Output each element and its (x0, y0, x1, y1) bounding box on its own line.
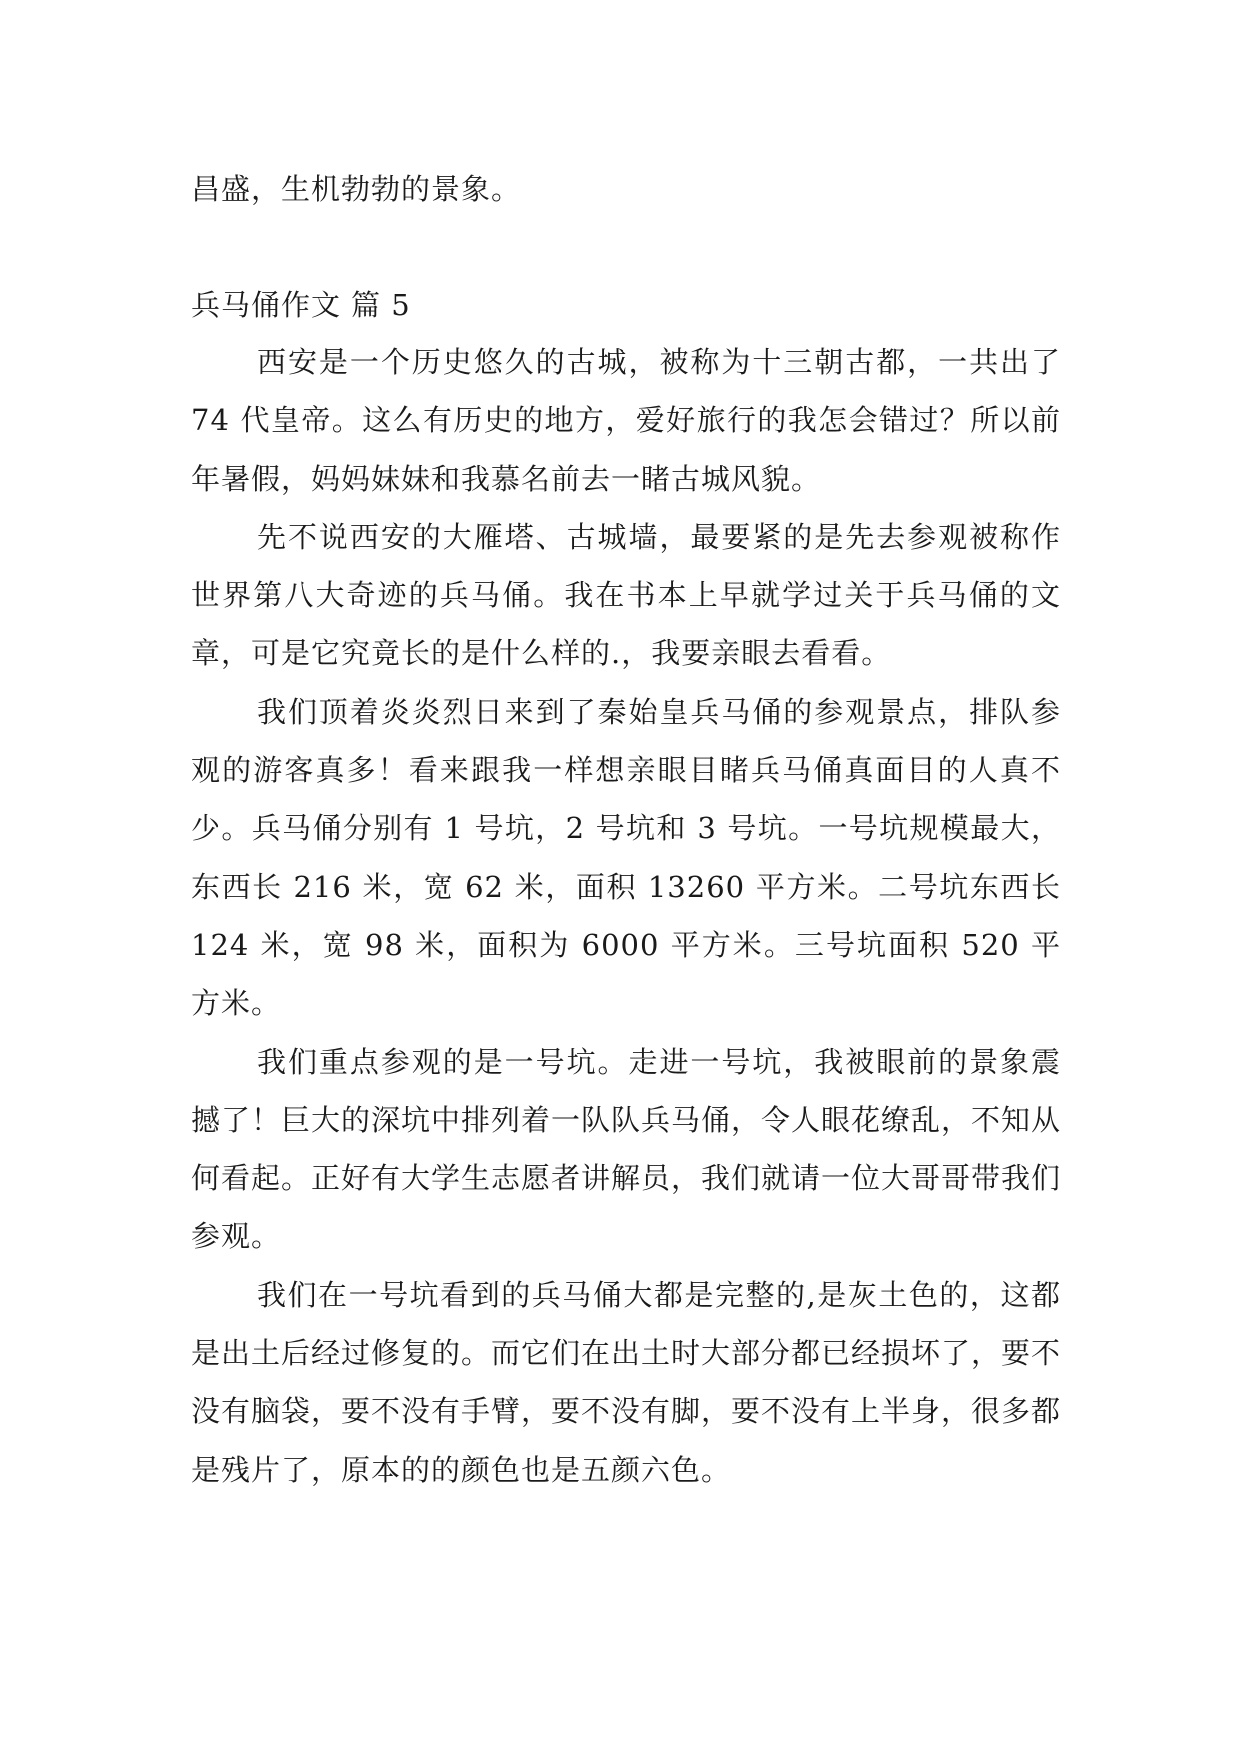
continuation-text: 昌盛，生机勃勃的景象。 (191, 172, 522, 206)
article-body (191, 333, 1061, 1499)
paragraph: 西安是一个历史悠久的古城，被称为十三朝古都，一共出了 74 代皇帝。这么有历史的地方，爱好旅行的我怎会错过？所以前年暑假，妈妈妹妹和我慕名前去一睹古城风貌。 (191, 345, 1061, 496)
section-heading (191, 285, 1061, 325)
paragraph: 我们顶着炎炎烈日来到了秦始皇兵马俑的参观景点，排队参观的游客真多！看来跟我一样想亲眼目睹兵马俑真面目的人真不少。兵马俑分别有 1 号坑，2 号坑和 3 号坑。一号坑规模最大，东西长 216 米，宽 62 米，面积 13260 平方米。二号坑东西长 124 米，宽 98 米，面积为 6000 平方米。三号坑面积 520 平方米。 (191, 694, 1061, 1021)
paragraph: 我们在一号坑看到的兵马俑大都是完整的,是灰土色的，这都是出土后经过修复的。而它们在出土时大部分都已经损坏了，要不没有脑袋，要不没有手臂，要不没有脚，要不没有上半身，很多都是残片了，原本的的颜色也是五颜六色。 (191, 1277, 1062, 1487)
section-number: 篇 5 (351, 288, 411, 322)
section-title: 兵马俑作文 (191, 288, 342, 322)
paragraph: 我们重点参观的是一号坑。走进一号坑，我被眼前的景象震撼了！巨大的深坑中排列着一队队兵马俑，令人眼花缭乱，不知从何看起。正好有大学生志愿者讲解员，我们就请一位大哥哥带我们参观。 (191, 1044, 1062, 1254)
paragraph: 先不说西安的大雁塔、古城墙，最要紧的是先去参观被称作世界第八大奇迹的兵马俑。我在书本上早就学过关于兵马俑的文章，可是它究竟长的是什么样的.，我要亲眼去看看。 (191, 519, 1061, 671)
